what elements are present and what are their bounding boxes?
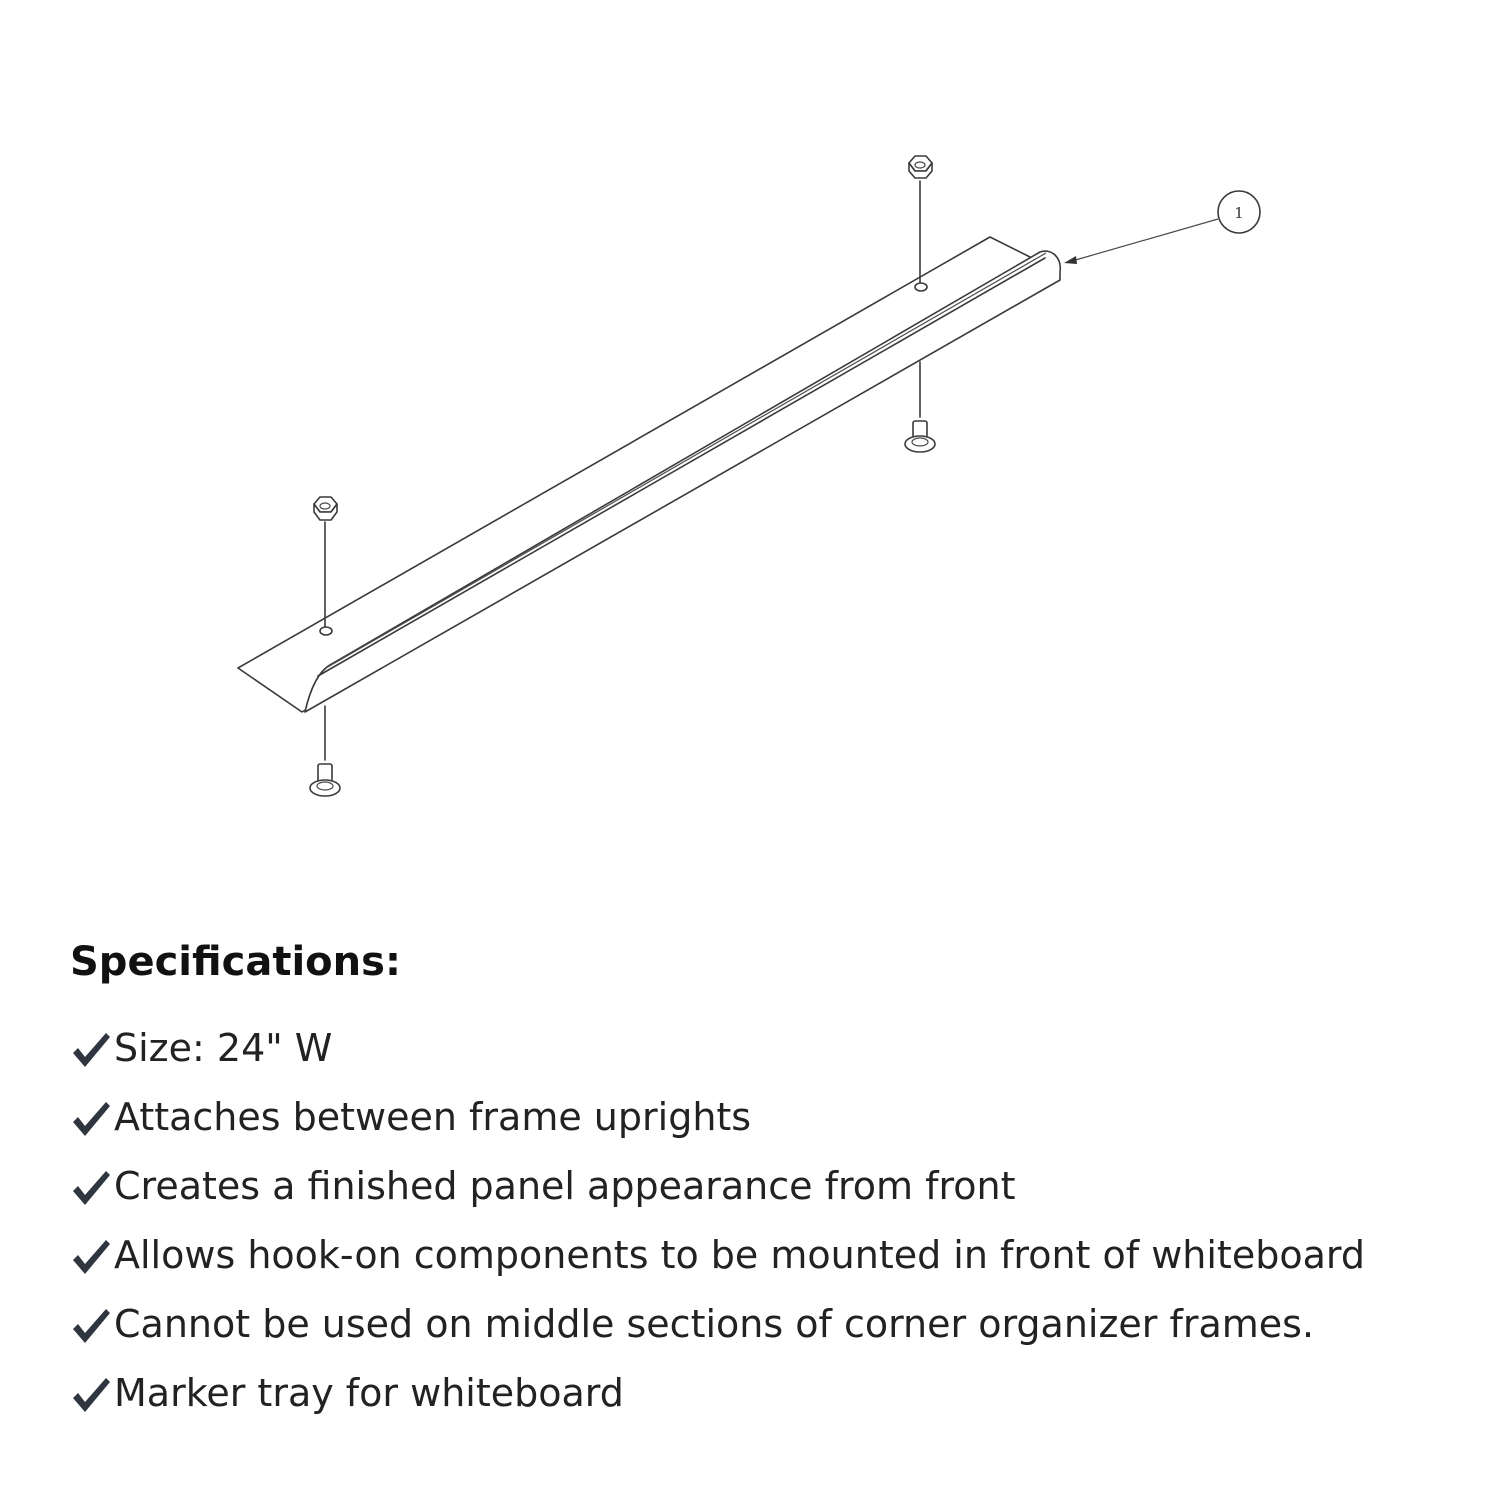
nut-right-icon bbox=[909, 156, 932, 178]
check-mark-icon bbox=[70, 1236, 112, 1276]
tray-lip-edge bbox=[318, 258, 1045, 676]
check-mark-icon bbox=[70, 1374, 112, 1414]
nut-left-icon bbox=[314, 497, 337, 520]
list-item bbox=[70, 1014, 1490, 1083]
check-mark-icon bbox=[70, 1167, 112, 1207]
list-item bbox=[70, 1290, 1490, 1359]
tray-flange bbox=[238, 237, 1040, 712]
bolt-left-icon bbox=[310, 764, 340, 796]
spec-text: Attaches between frame uprights bbox=[114, 1095, 752, 1139]
spec-text: Marker tray for whiteboard bbox=[114, 1371, 624, 1415]
list-item bbox=[70, 1083, 1490, 1152]
bolt-right-icon bbox=[905, 421, 935, 452]
check-mark-icon bbox=[70, 1305, 112, 1345]
callout-leader bbox=[1072, 219, 1218, 261]
specifications-title: Specifications: bbox=[70, 939, 401, 985]
callout-number: 1 bbox=[1234, 204, 1244, 222]
spec-text: Cannot be used on middle sections of corner organizer frames. bbox=[114, 1302, 1315, 1346]
spec-text: Allows hook-on components to be mounted in front of whiteboard bbox=[114, 1233, 1365, 1277]
list-item bbox=[70, 1221, 1490, 1290]
check-mark-icon bbox=[70, 1098, 112, 1138]
list-item bbox=[70, 1359, 1490, 1428]
specifications-list bbox=[70, 1014, 1490, 1428]
callout-arrow-icon bbox=[1064, 256, 1077, 264]
check-mark-icon bbox=[70, 1029, 112, 1069]
specifications-section bbox=[70, 932, 1490, 1428]
tray-lip-ridge bbox=[326, 253, 1046, 668]
spec-text: Creates a finished panel appearance from front bbox=[114, 1164, 1016, 1208]
spec-text: Size: 24" W bbox=[114, 1026, 333, 1070]
list-item bbox=[70, 1152, 1490, 1221]
tray-lip bbox=[305, 251, 1060, 712]
